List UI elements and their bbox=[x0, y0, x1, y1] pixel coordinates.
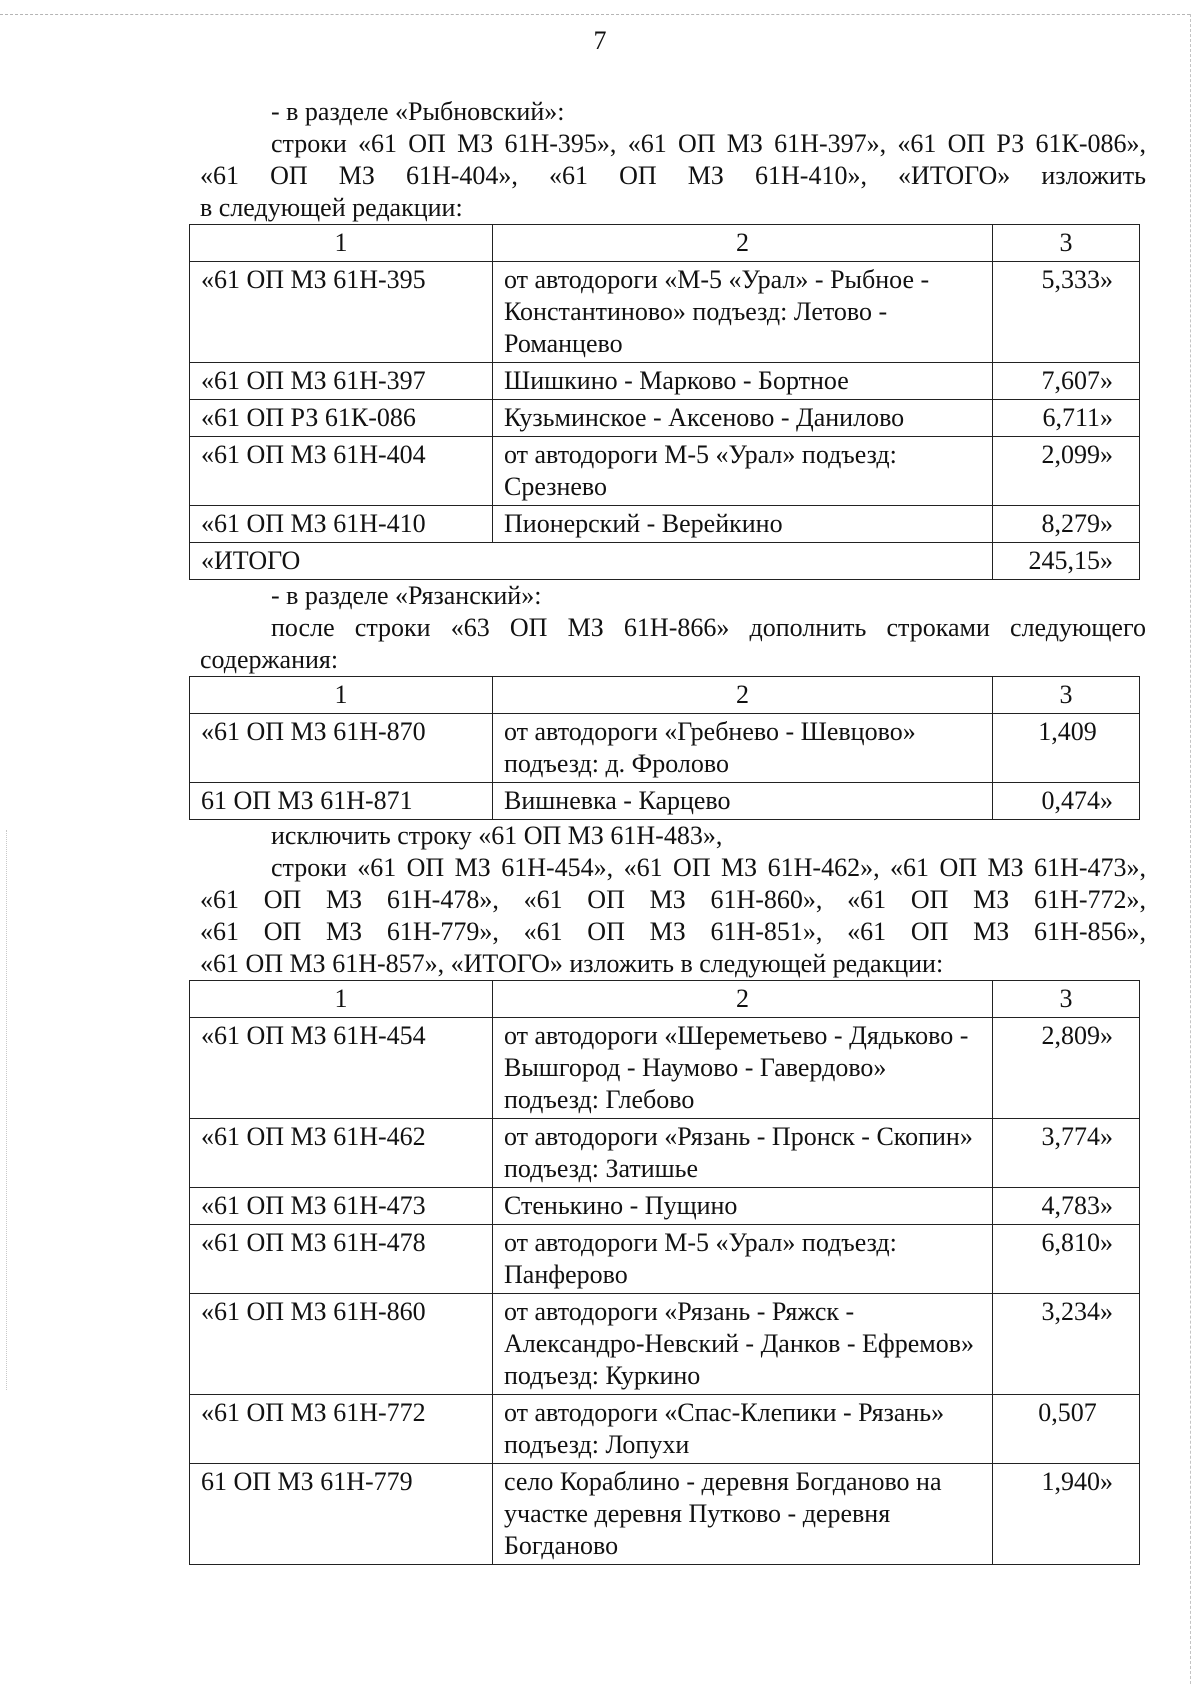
column-header: 1 bbox=[190, 677, 493, 714]
table-header-row bbox=[190, 677, 1140, 714]
column-header: 2 bbox=[493, 981, 993, 1018]
road-name-cell: село Кораблино - деревня Богданово на участке деревня Путково - деревня Богданово bbox=[493, 1464, 993, 1565]
road-length-cell: 1,409 bbox=[993, 714, 1140, 783]
table-row bbox=[190, 1395, 1140, 1464]
road-name-cell: от автодороги «М-5 «Урал» - Рыбное - Константиново» подъезд: Летово - Романцево bbox=[493, 262, 993, 363]
ryazansky-added-roads-table bbox=[189, 676, 1140, 820]
section-intro-line: «61 ОП МЗ 61Н-779», «61 ОП МЗ 61Н-851», «61 ОП МЗ 61Н-856», bbox=[200, 917, 1146, 946]
column-header: 1 bbox=[190, 225, 493, 262]
section-intro-line: «61 ОП МЗ 61Н-857», «ИТОГО» изложить в следующей редакции: bbox=[200, 949, 944, 978]
road-code-cell: «61 ОП МЗ 61Н-478 bbox=[190, 1225, 493, 1294]
ryazansky-revised-roads-table bbox=[189, 980, 1140, 1565]
road-code-cell: «61 ОП РЗ 61К-086 bbox=[190, 400, 493, 437]
table-row bbox=[190, 1464, 1140, 1565]
road-name-cell: от автодороги М-5 «Урал» подъезд: Панферово bbox=[493, 1225, 993, 1294]
road-name-cell: от автодороги «Спас-Клепики - Рязань» подъезд: Лопухи bbox=[493, 1395, 993, 1464]
section-intro-line: «61 ОП МЗ 61Н-478», «61 ОП МЗ 61Н-860», «61 ОП МЗ 61Н-772», bbox=[200, 885, 1146, 914]
column-header: 3 bbox=[993, 677, 1140, 714]
scan-edge-left bbox=[6, 830, 7, 1390]
table-row bbox=[190, 437, 1140, 506]
rybnovsky-roads-table bbox=[189, 224, 1140, 580]
table-row bbox=[190, 714, 1140, 783]
road-name-cell: Стенькино - Пущино bbox=[493, 1188, 993, 1225]
table-row bbox=[190, 1018, 1140, 1119]
road-code-cell: «61 ОП МЗ 61Н-462 bbox=[190, 1119, 493, 1188]
table-total-row bbox=[190, 543, 1140, 580]
road-name-cell: Пионерский - Верейкино bbox=[493, 506, 993, 543]
column-header: 3 bbox=[993, 225, 1140, 262]
road-length-cell: 0,507 bbox=[993, 1395, 1140, 1464]
road-length-cell: 5,333» bbox=[993, 262, 1140, 363]
table-row bbox=[190, 1188, 1140, 1225]
table-row bbox=[190, 400, 1140, 437]
road-length-cell: 8,279» bbox=[993, 506, 1140, 543]
section-intro-line: «61 ОП МЗ 61Н-404», «61 ОП МЗ 61Н-410», «ИТОГО» изложить bbox=[200, 161, 1146, 190]
road-code-cell: «61 ОП МЗ 61Н-860 bbox=[190, 1294, 493, 1395]
road-name-cell: от автодороги М-5 «Урал» подъезд: Срезнево bbox=[493, 437, 993, 506]
table-row bbox=[190, 262, 1140, 363]
section-intro-line: строки «61 ОП МЗ 61Н-395», «61 ОП МЗ 61Н-397», «61 ОП РЗ 61К-086», bbox=[271, 129, 1146, 158]
section-intro-line: строки «61 ОП МЗ 61Н-454», «61 ОП МЗ 61Н-462», «61 ОП МЗ 61Н-473», bbox=[271, 853, 1146, 882]
table-row bbox=[190, 506, 1140, 543]
road-length-cell: 7,607» bbox=[993, 363, 1140, 400]
table-row bbox=[190, 783, 1140, 820]
road-name-cell: Вишневка - Карцево bbox=[493, 783, 993, 820]
road-length-cell: 4,783» bbox=[993, 1188, 1140, 1225]
road-length-cell: 2,809» bbox=[993, 1018, 1140, 1119]
road-code-cell: «61 ОП МЗ 61Н-404 bbox=[190, 437, 493, 506]
total-value-cell: 245,15» bbox=[993, 543, 1140, 580]
road-name-cell: от автодороги «Гребнево - Шевцово» подъезд: д. Фролово bbox=[493, 714, 993, 783]
road-length-cell: 6,711» bbox=[993, 400, 1140, 437]
table-header-row bbox=[190, 981, 1140, 1018]
section-heading-rybnovsky: - в разделе «Рыбновский»: bbox=[271, 97, 565, 126]
section-intro-line: после строки «63 ОП МЗ 61Н-866» дополнить строками следующего bbox=[271, 613, 1146, 642]
column-header: 2 bbox=[493, 677, 993, 714]
table-header-row bbox=[190, 225, 1140, 262]
road-code-cell: 61 ОП МЗ 61Н-871 bbox=[190, 783, 493, 820]
exclude-row-line: исключить строку «61 ОП МЗ 61Н-483», bbox=[271, 821, 723, 850]
road-code-cell: 61 ОП МЗ 61Н-779 bbox=[190, 1464, 493, 1565]
road-length-cell: 3,234» bbox=[993, 1294, 1140, 1395]
page-number: 7 bbox=[593, 26, 607, 55]
road-code-cell: «61 ОП МЗ 61Н-410 bbox=[190, 506, 493, 543]
road-name-cell: от автодороги «Шереметьево - Дядьково - Вышгород - Наумово - Гавердово» подъезд: Глебово bbox=[493, 1018, 993, 1119]
road-code-cell: «61 ОП МЗ 61Н-870 bbox=[190, 714, 493, 783]
table-row bbox=[190, 1119, 1140, 1188]
road-code-cell: «61 ОП МЗ 61Н-772 bbox=[190, 1395, 493, 1464]
road-code-cell: «61 ОП МЗ 61Н-473 bbox=[190, 1188, 493, 1225]
document-body bbox=[200, 96, 1146, 1565]
section-intro-line: в следующей редакции: bbox=[200, 193, 463, 222]
column-header: 1 bbox=[190, 981, 493, 1018]
road-code-cell: «61 ОП МЗ 61Н-454 bbox=[190, 1018, 493, 1119]
column-header: 2 bbox=[493, 225, 993, 262]
scan-edge-top bbox=[0, 14, 1190, 15]
road-code-cell: «61 ОП МЗ 61Н-397 bbox=[190, 363, 493, 400]
road-length-cell: 6,810» bbox=[993, 1225, 1140, 1294]
road-name-cell: от автодороги «Рязань - Ряжск - Александро-Невский - Данков - Ефремов» подъезд: Куркино bbox=[493, 1294, 993, 1395]
road-name-cell: от автодороги «Рязань - Пронск - Скопин» подъезд: Затишье bbox=[493, 1119, 993, 1188]
road-length-cell: 1,940» bbox=[993, 1464, 1140, 1565]
total-label-cell: «ИТОГО bbox=[190, 543, 993, 580]
road-length-cell: 2,099» bbox=[993, 437, 1140, 506]
road-length-cell: 3,774» bbox=[993, 1119, 1140, 1188]
table-row bbox=[190, 1225, 1140, 1294]
column-header: 3 bbox=[993, 981, 1140, 1018]
road-code-cell: «61 ОП МЗ 61Н-395 bbox=[190, 262, 493, 363]
section-intro-line: содержания: bbox=[200, 645, 339, 674]
table-row bbox=[190, 363, 1140, 400]
section-heading-ryazansky: - в разделе «Рязанский»: bbox=[271, 581, 542, 610]
road-name-cell: Шишкино - Марково - Бортное bbox=[493, 363, 993, 400]
table-row bbox=[190, 1294, 1140, 1395]
road-length-cell: 0,474» bbox=[993, 783, 1140, 820]
scan-edge-right bbox=[1190, 14, 1191, 1684]
road-name-cell: Кузьминское - Аксеново - Данилово bbox=[493, 400, 993, 437]
